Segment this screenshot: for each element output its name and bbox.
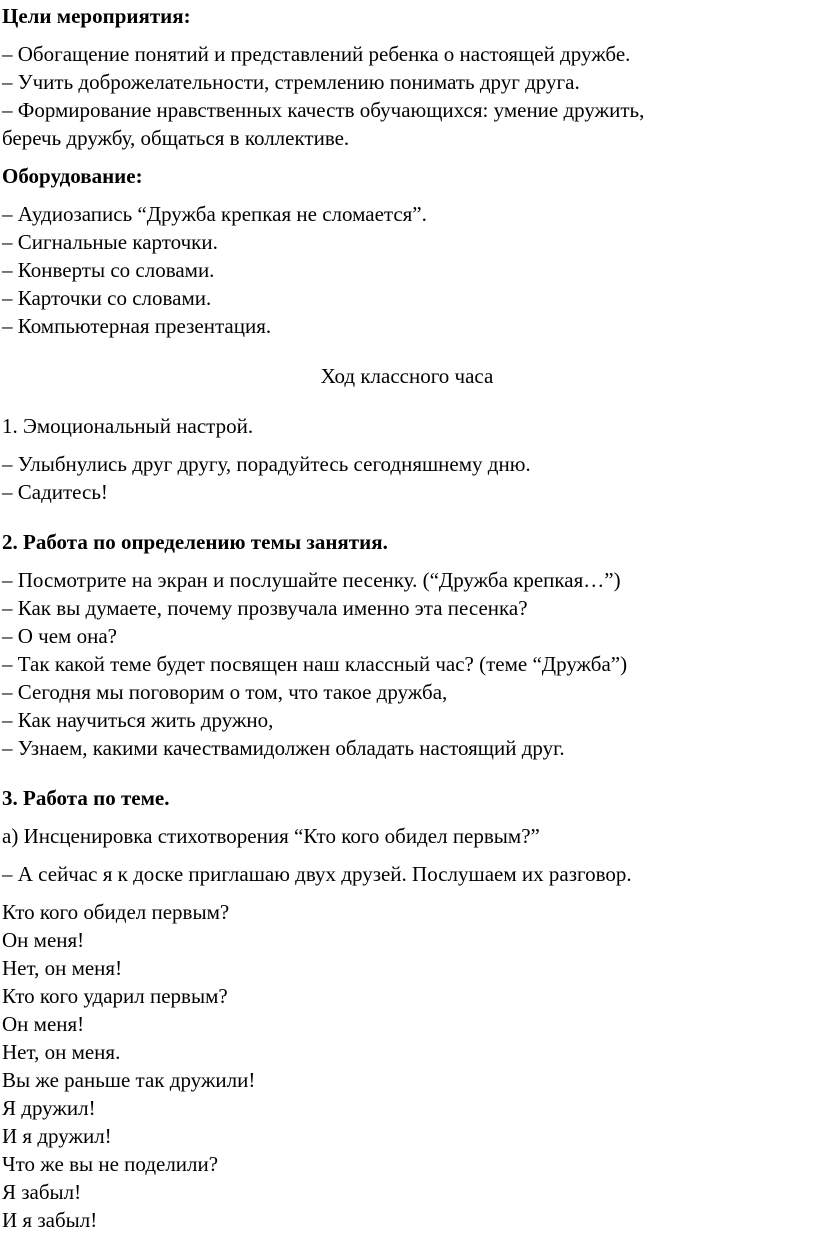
step1-line: – Садитесь! (2, 480, 108, 504)
step3-subheading: а) Инсценировка стихотворения “Кто кого обидел первым?” (2, 824, 540, 848)
equipment-line: – Сигнальные карточки. (2, 230, 218, 254)
poem-line: Что же вы не поделили? (2, 1152, 219, 1176)
poem-line: Я забыл! (2, 1180, 82, 1204)
equipment-heading: Оборудование: (2, 164, 143, 188)
step2-line: – О чем она? (2, 624, 117, 648)
step2-line: – Так какой теме будет посвящен наш классный час? (теме “Дружба”) (2, 652, 628, 676)
poem-line: Кто кого обидел первым? (2, 900, 230, 924)
step3-intro: – А сейчас я к доске приглашаю двух друзей. Послушаем их разговор. (2, 862, 632, 886)
equipment-line: – Конверты со словами. (2, 258, 215, 282)
goals-line: – Обогащение понятий и представлений ребенка о настоящей дружбе. (2, 42, 631, 66)
equipment-line: – Компьютерная презентация. (2, 314, 272, 338)
goals-line: – Формирование нравственных качеств обучающихся: умение дружить, (2, 98, 645, 122)
step2-line: – Как научиться жить дружно, (2, 708, 274, 732)
goals-line: беречь дружбу, общаться в коллективе. (2, 126, 350, 150)
poem-line: Я дружил! (2, 1096, 96, 1120)
poem-line: И я забыл! (2, 1208, 98, 1232)
step2-line: – Посмотрите на экран и послушайте песенку. (“Дружба крепкая…”) (2, 568, 621, 592)
step3-heading: 3. Работа по теме. (2, 786, 170, 810)
equipment-line: – Карточки со словами. (2, 286, 212, 310)
poem-line: Нет, он меня! (2, 956, 123, 980)
step2-line: – Сегодня мы поговорим о том, что такое дружба, (2, 680, 448, 704)
step2-heading: 2. Работа по определению темы занятия. (2, 530, 388, 554)
poem-line: Нет, он меня. (2, 1040, 121, 1064)
goals-line: – Учить доброжелательности, стремлению понимать друг друга. (2, 70, 580, 94)
step1-line: – Улыбнулись друг другу, порадуйтесь сегодняшнему дню. (2, 452, 531, 476)
poem-line: Вы же раньше так дружили! (2, 1068, 256, 1092)
equipment-line: – Аудиозапись “Дружба крепкая не сломается”. (2, 202, 427, 226)
step2-line: – Как вы думаете, почему прозвучала именно эта песенка? (2, 596, 528, 620)
step1-heading: 1. Эмоциональный настрой. (2, 414, 254, 438)
poem-line: Кто кого ударил первым? (2, 984, 228, 1008)
goals-heading: Цели мероприятия: (2, 4, 191, 28)
step2-line: – Узнаем, какими качествамидолжен обладать настоящий друг. (2, 736, 565, 760)
poem-line: Он меня! (2, 928, 85, 952)
poem-line: И я дружил! (2, 1124, 112, 1148)
poem-line: Он меня! (2, 1012, 85, 1036)
course-title: Ход классного часа (320, 364, 494, 388)
